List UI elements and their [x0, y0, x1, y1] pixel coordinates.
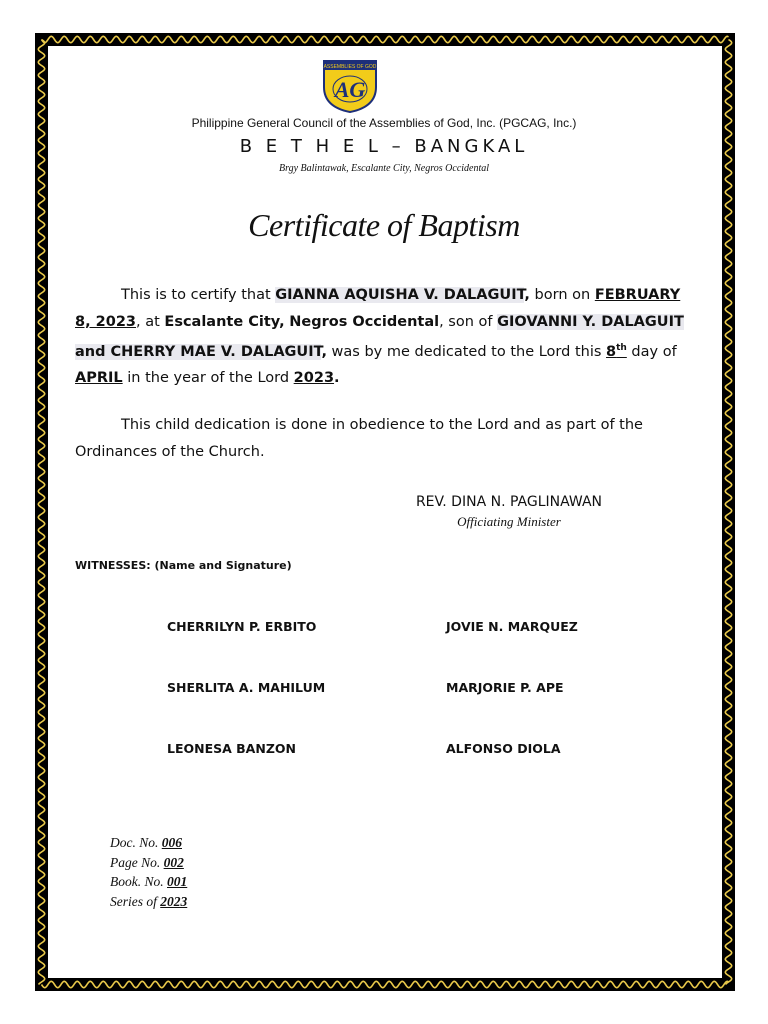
body-text: , at: [136, 313, 165, 330]
body-text: , son of: [439, 313, 498, 330]
witness-name: CHERRILYN P. ERBITO: [167, 619, 317, 634]
parents-names: GIOVANNI Y. DALAGUIT and CHERRY MAE V. DALAGUIT: [75, 313, 684, 360]
day-suffix: th: [616, 343, 627, 353]
record-label: Series of: [110, 893, 161, 909]
record-value: 001: [167, 874, 188, 889]
birth-city: Escalante City: [164, 313, 280, 330]
body-text: ,: [524, 287, 530, 303]
record-label: Page No.: [110, 854, 164, 870]
certificate-title: Certificate of Baptism: [248, 207, 520, 243]
child-name: GIANNA AQUISHA V. DALAGUIT: [275, 287, 525, 303]
record-value: 2023: [160, 893, 188, 909]
body-text: ,: [279, 313, 285, 330]
witness-name: LEONESA BANZON: [167, 741, 296, 756]
paragraph-two-text: This child dedication is done in obedience to the Lord and as part of the Ordinances of the Church.: [75, 417, 643, 460]
record-numbers: [110, 833, 187, 911]
record-label: Doc. No.: [110, 835, 162, 850]
record-label: Book. No.: [110, 874, 167, 889]
witness-name: MARJORIE P. APE: [446, 680, 564, 695]
record-value: 002: [163, 854, 184, 870]
series-year: [110, 892, 187, 912]
witnesses-heading: WITNESSES: (Name and Signature): [75, 559, 292, 572]
certification-paragraph: [75, 282, 697, 392]
minister-role: Officiating Minister: [457, 514, 561, 529]
body-text: .: [334, 370, 340, 387]
body-text: was by me dedicated to the Lord this: [326, 343, 607, 360]
birth-date: FEBRUARY 8, 2023: [75, 287, 681, 330]
dedication-month: APRIL: [75, 370, 123, 387]
obedience-paragraph: [75, 412, 697, 465]
body-text: in the year of the Lord: [122, 370, 294, 387]
church-name: B E T H E L – BANGKAL: [239, 136, 529, 157]
witness-name: JOVIE N. MARQUEZ: [446, 619, 578, 634]
council-name: Philippine General Council of the Assemblies of God, Inc. (PGCAG, Inc.): [191, 116, 577, 130]
logo-banner-text: ASSEMBLIES OF GOD: [323, 64, 377, 70]
body-text: born on: [529, 287, 595, 303]
doc-number: [110, 833, 187, 853]
body-text: ,: [321, 343, 327, 360]
witness-name: ALFONSO DIOLA: [446, 741, 561, 756]
dedication-year: 2023: [293, 370, 335, 387]
day-number: 8: [606, 343, 617, 360]
logo-monogram: AG: [334, 77, 366, 102]
record-value: 006: [161, 835, 182, 850]
body-text: day of: [626, 343, 677, 360]
body-text: This is to certify that: [121, 287, 276, 303]
minister-name: REV. DINA N. PAGLINAWAN: [415, 494, 603, 510]
witness-name: SHERLITA A. MAHILUM: [167, 680, 326, 695]
church-address: Brgy Balintawak, Escalante City, Negros Occidental: [278, 163, 490, 174]
page-number: [110, 853, 187, 873]
birth-province: Negros Occidental: [289, 313, 440, 330]
book-number: [110, 872, 187, 892]
assemblies-of-god-logo: [321, 57, 379, 113]
dedication-day: [606, 344, 627, 360]
